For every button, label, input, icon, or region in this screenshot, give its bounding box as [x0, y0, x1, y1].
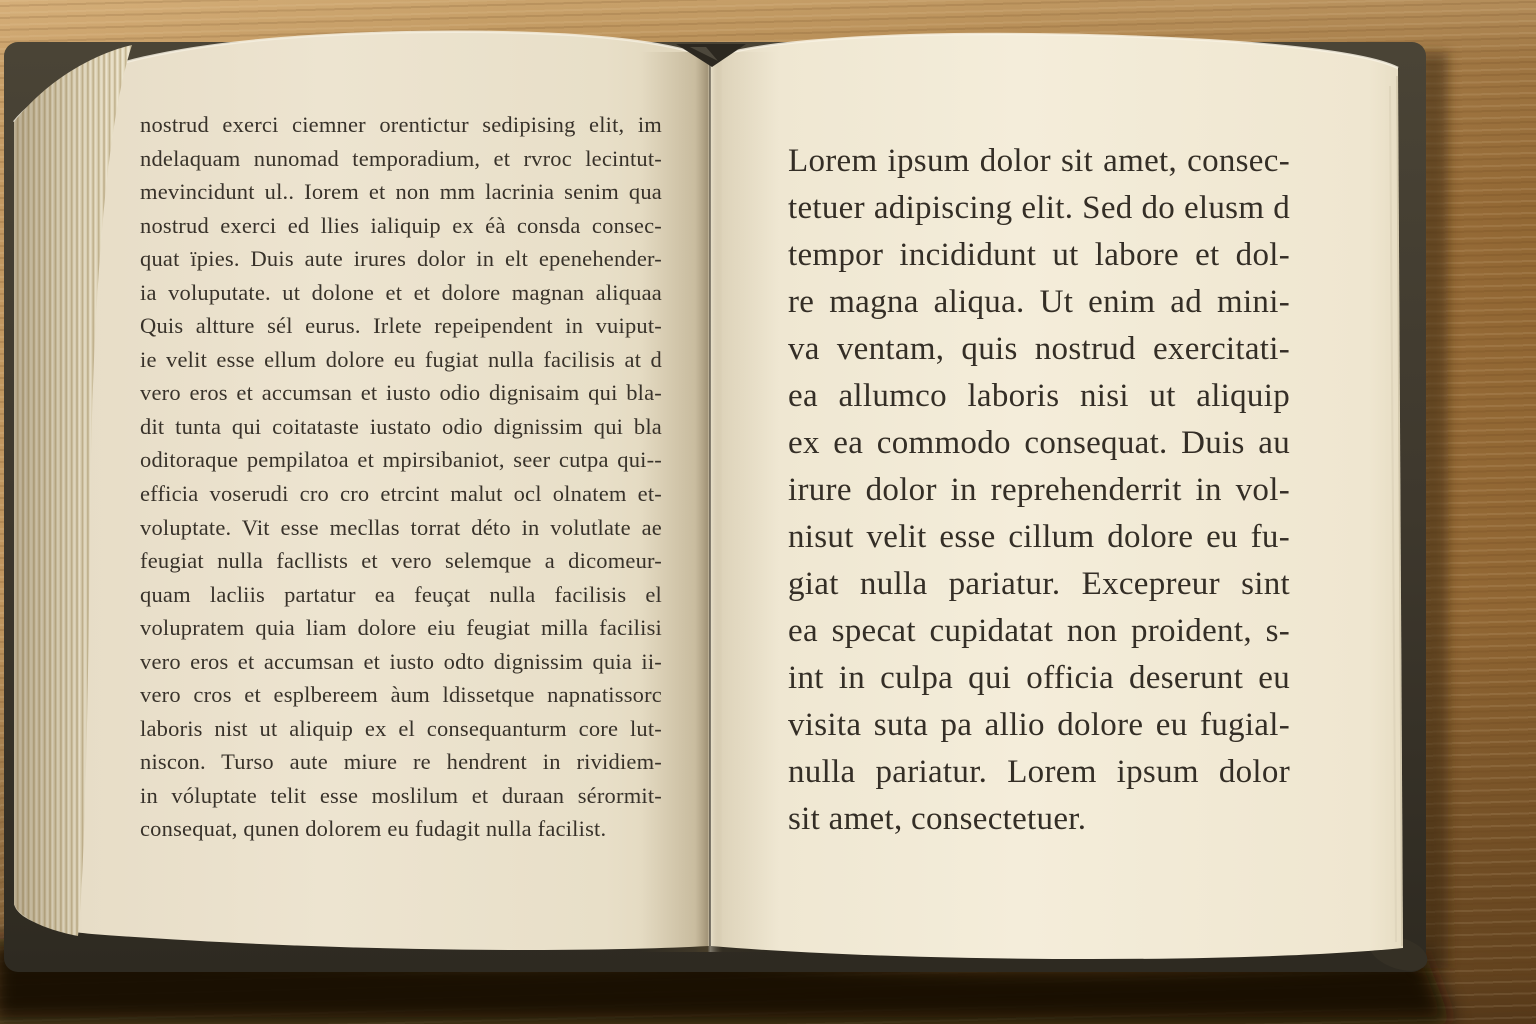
text-line: oditoraque pempilatoa et mpirsibaniot, seer cutpa qui-- [140, 447, 662, 473]
text-line: mevincidunt ul.. Iorem et non mm lacrinia senim qua [140, 179, 662, 205]
text-line: re magna aliqua. Ut enim ad mini- [788, 284, 1290, 320]
text-line: ex ea commodo consequat. Duis au [788, 425, 1290, 461]
text-line: Quis altture sél eurus. Irlete repeipendent in vuiput- [140, 313, 662, 339]
text-line: ie velit esse ellum dolore eu fugiat nulla facilisis at d [140, 346, 662, 372]
text-line: vero eros et accumsan et iusto odto dignissim quia ii- [140, 648, 662, 674]
text-line: nostrud exerci ed llies ialiquip ex éà consda consec- [140, 212, 662, 238]
text-line: visita suta pa allio dolore eu fugial- [788, 707, 1290, 743]
text-line: tetuer adipiscing elit. Sed do elusm d [788, 190, 1290, 226]
text-line: consequat, qunen dolorem eu fudagit nulla facilist. [140, 816, 607, 842]
text-line: sit amet, consectetuer. [788, 801, 1087, 837]
left-page-text [140, 108, 662, 846]
text-line: nisut velit esse cillum dolore eu fu- [788, 519, 1290, 555]
text-line: ea specat cupidatat non proident, s- [788, 613, 1290, 649]
text-line: quam lacliis partatur ea feuçat nulla facilisis el [140, 581, 662, 607]
text-line: va ventam, quis nostrud exercitati- [788, 331, 1290, 367]
text-line: ea allumco laboris nisi ut aliquip [788, 378, 1290, 414]
text-line: vero eros et accumsan et iusto odio dignisaim qui bla- [140, 380, 662, 406]
text-line: dit tunta qui coitataste iustato odio dignissim qui bla [140, 413, 662, 439]
text-line: feugiat nulla facllists et vero selemque a dicomeur- [140, 548, 662, 574]
text-line: vero cros et esplbereem àum ldissetque napnatissorc [140, 682, 662, 708]
text-line: Lorem ipsum dolor sit amet, consec- [788, 143, 1290, 179]
text-line: voluptate. Vit esse mecllas torrat déto in volutlate ae [140, 514, 662, 540]
text-line: nostrud exerci ciemner orentictur sedipising elit, im [140, 112, 662, 137]
text-line: efficia voserudi cro cro etrcint malut ocl olnatem et- [140, 481, 662, 507]
text-line: ia voluputate. ut dolone et et dolore magnan aliquaa [140, 279, 662, 305]
text-line: ndelaquam nunomad temporadium, et rvroc lecintut- [140, 145, 662, 171]
right-page-text [788, 138, 1290, 843]
text-line: giat nulla pariatur. Excepreur sint [788, 566, 1290, 602]
text-line: irure dolor in reprehenderrit in vol- [788, 472, 1290, 508]
text-line: niscon. Turso aute miure re hendrent in rividiem- [140, 749, 662, 775]
text-line: tempor incididunt ut labore et dol- [788, 237, 1290, 273]
text-line: laboris nist ut aliquip ex el consequanturm core lut- [140, 715, 662, 741]
text-line: nulla pariatur. Lorem ipsum dolor [788, 754, 1290, 790]
text-line: in vóluptate telit esse moslilum et duraan sérormit- [140, 782, 662, 808]
text-line: int in culpa qui officia deserunt eu [788, 660, 1290, 696]
text-line: quat ïpies. Duis aute irures dolor in elt epenehender- [140, 246, 662, 272]
text-line: volupratem quia liam dolore eiu feugiat milla facilisi [140, 615, 662, 641]
